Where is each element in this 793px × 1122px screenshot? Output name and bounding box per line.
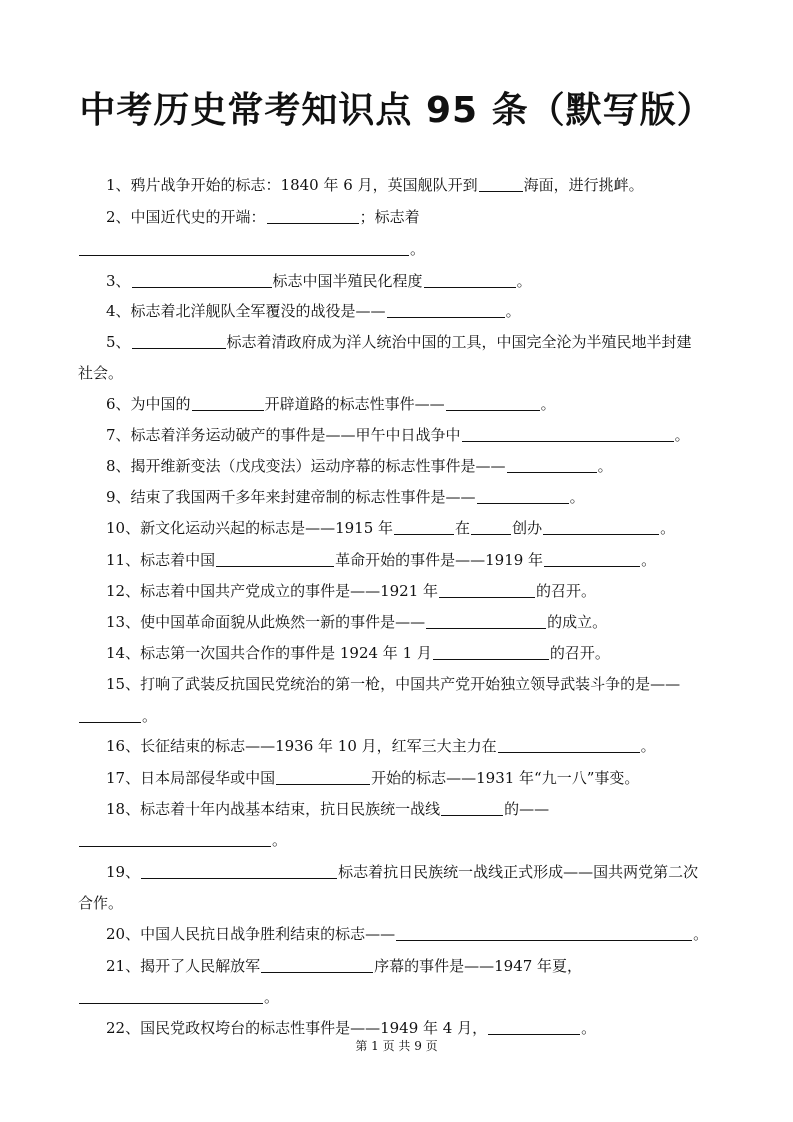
question-text: 揭开了人民解放军 xyxy=(140,957,261,975)
question-number: 2、 xyxy=(106,208,131,226)
question-number: 20、 xyxy=(106,925,141,943)
question-15-continued xyxy=(78,705,720,727)
question-number: 4、 xyxy=(106,302,131,320)
question-text: 。 xyxy=(410,240,426,258)
question-number: 11、 xyxy=(106,551,141,569)
question-text: 标志着十年内战基本结束，抗日民族统一战线 xyxy=(140,800,441,818)
question-21-continued xyxy=(78,986,720,1008)
question-text: 。 xyxy=(540,395,556,413)
question-number: 3、 xyxy=(106,272,131,290)
question-3 xyxy=(78,270,748,292)
answer-blank[interactable] xyxy=(433,645,549,660)
answer-blank[interactable] xyxy=(267,209,359,224)
question-text: 标志着清政府成为洋人统治中国的工具，中国完全沦为半殖民地半封建 xyxy=(226,333,692,351)
answer-blank[interactable] xyxy=(79,832,271,847)
question-text: 序幕的事件是——1947 年夏， xyxy=(374,957,583,975)
question-text: 为中国的 xyxy=(130,395,191,413)
answer-blank[interactable] xyxy=(394,520,454,535)
question-text: 中国近代史的开端： xyxy=(130,208,266,226)
question-number: 17、 xyxy=(106,769,141,787)
question-16 xyxy=(78,735,748,757)
question-text: 。 xyxy=(142,707,158,725)
question-text: 。 xyxy=(264,988,280,1006)
question-text: 海面，进行挑衅。 xyxy=(523,176,644,194)
question-text: 的召开。 xyxy=(549,644,610,662)
question-text: 揭开维新变法（戊戌变法）运动序幕的标志性事件是—— xyxy=(130,457,506,475)
question-13 xyxy=(78,611,748,633)
question-text: 标志着中国 xyxy=(140,551,216,569)
question-text: 标志第一次国共合作的事件是 1924 年 1 月 xyxy=(140,644,432,662)
question-5 xyxy=(78,331,748,353)
question-number: 13、 xyxy=(106,613,141,631)
question-text: 标志着北洋舰队全军覆没的战役是—— xyxy=(130,302,386,320)
answer-blank[interactable] xyxy=(507,458,597,473)
question-8 xyxy=(78,455,748,477)
question-text: 。 xyxy=(641,551,657,569)
answer-blank[interactable] xyxy=(426,614,546,629)
answer-blank[interactable] xyxy=(141,864,337,879)
question-22 xyxy=(78,1017,748,1039)
question-text: 结束了我国两千多年来封建帝制的标志性事件是—— xyxy=(130,488,476,506)
answer-blank[interactable] xyxy=(192,396,264,411)
question-19-continued xyxy=(78,892,720,914)
question-text: 开辟道路的标志性事件—— xyxy=(264,395,445,413)
question-text: 创办 xyxy=(512,519,543,537)
question-number: 8、 xyxy=(106,457,131,475)
answer-blank[interactable] xyxy=(441,801,503,816)
question-text: 。 xyxy=(660,519,676,537)
question-number: 9、 xyxy=(106,488,131,506)
question-text: ；标志着 xyxy=(359,208,420,226)
question-text: 国民党政权垮台的标志性事件是——1949 年 4 月， xyxy=(140,1019,488,1037)
question-number: 5、 xyxy=(106,333,131,351)
question-11 xyxy=(78,549,748,571)
answer-blank[interactable] xyxy=(396,926,692,941)
answer-blank[interactable] xyxy=(543,520,659,535)
answer-blank[interactable] xyxy=(276,770,370,785)
question-20 xyxy=(78,923,748,945)
question-text: 打响了武装反抗国民党统治的第一枪，中国共产党开始独立领导武装斗争的是—— xyxy=(140,675,681,693)
question-text: 。 xyxy=(693,925,709,943)
question-text: 。 xyxy=(597,457,613,475)
question-21 xyxy=(78,955,748,977)
question-text: 。 xyxy=(272,831,288,849)
question-9 xyxy=(78,486,748,508)
question-18 xyxy=(78,798,748,820)
question-7 xyxy=(78,424,748,446)
answer-blank[interactable] xyxy=(439,583,535,598)
question-text: 标志中国半殖民化程度 xyxy=(272,272,423,290)
question-6 xyxy=(78,393,748,415)
question-2-continued xyxy=(78,238,720,260)
question-number: 6、 xyxy=(106,395,131,413)
question-text: 社会。 xyxy=(78,364,124,382)
question-1 xyxy=(78,174,748,196)
answer-blank[interactable] xyxy=(488,1020,580,1035)
question-text: 。 xyxy=(505,302,521,320)
answer-blank[interactable] xyxy=(79,989,263,1004)
question-4 xyxy=(78,300,748,322)
question-text: 新文化运动兴起的标志是——1915 年 xyxy=(140,519,394,537)
question-5-continued xyxy=(78,362,720,384)
question-text: 的—— xyxy=(504,800,550,818)
question-2 xyxy=(78,206,748,228)
question-text: 。 xyxy=(569,488,585,506)
answer-blank[interactable] xyxy=(132,273,272,288)
question-text: 。 xyxy=(516,272,532,290)
question-10 xyxy=(78,517,748,539)
question-14 xyxy=(78,642,748,664)
answer-blank[interactable] xyxy=(462,427,674,442)
answer-blank[interactable] xyxy=(79,708,141,723)
question-text: 中国人民抗日战争胜利结束的标志—— xyxy=(140,925,396,943)
question-text: 在 xyxy=(455,519,471,537)
answer-blank[interactable] xyxy=(216,552,334,567)
question-number: 21、 xyxy=(106,957,141,975)
question-number: 1、 xyxy=(106,176,131,194)
answer-blank[interactable] xyxy=(544,552,640,567)
question-text: 长征结束的标志——1936 年 10 月，红军三大主力在 xyxy=(140,737,497,755)
question-19 xyxy=(78,861,748,883)
question-number: 19、 xyxy=(106,863,141,881)
answer-blank[interactable] xyxy=(471,520,511,535)
question-text: 合作。 xyxy=(78,894,124,912)
question-text: 开始的标志——1931 年“九一八”事变。 xyxy=(371,769,640,787)
question-number: 22、 xyxy=(106,1019,141,1037)
question-text: 的召开。 xyxy=(536,582,597,600)
answer-blank[interactable] xyxy=(446,396,540,411)
page-title: 中考历史常考知识点 95 条（默写版） xyxy=(79,90,714,131)
question-15 xyxy=(78,673,748,695)
question-number: 7、 xyxy=(106,426,131,444)
question-text: 。 xyxy=(674,426,690,444)
page-footer: 第 1 页 共 9 页 xyxy=(355,1039,438,1053)
question-number: 12、 xyxy=(106,582,141,600)
question-text: 鸦片战争开始的标志：1840 年 6 月，英国舰队开到 xyxy=(130,176,478,194)
question-text: 。 xyxy=(581,1019,597,1037)
answer-blank[interactable] xyxy=(387,303,505,318)
question-text: 日本局部侵华或中国 xyxy=(140,769,276,787)
answer-blank[interactable] xyxy=(498,738,640,753)
question-text: 标志着洋务运动破产的事件是——甲午中日战争中 xyxy=(130,426,461,444)
question-18-continued xyxy=(78,829,720,851)
answer-blank[interactable] xyxy=(79,241,409,256)
question-number: 16、 xyxy=(106,737,141,755)
question-12 xyxy=(78,580,748,602)
question-number: 14、 xyxy=(106,644,141,662)
question-text: 的成立。 xyxy=(547,613,608,631)
question-text: 。 xyxy=(640,737,656,755)
question-text: 使中国革命面貌从此焕然一新的事件是—— xyxy=(140,613,426,631)
answer-blank[interactable] xyxy=(477,489,569,504)
answer-blank[interactable] xyxy=(261,958,373,973)
question-number: 15、 xyxy=(106,675,141,693)
question-17 xyxy=(78,767,748,789)
answer-blank[interactable] xyxy=(479,177,523,192)
answer-blank[interactable] xyxy=(132,334,226,349)
question-text: 革命开始的事件是——1919 年 xyxy=(335,551,544,569)
question-number: 18、 xyxy=(106,800,141,818)
question-text: 标志着抗日民族统一战线正式形成——国共两党第二次 xyxy=(338,863,699,881)
question-text: 标志着中国共产党成立的事件是——1921 年 xyxy=(140,582,439,600)
answer-blank[interactable] xyxy=(424,273,516,288)
question-number: 10、 xyxy=(106,519,141,537)
